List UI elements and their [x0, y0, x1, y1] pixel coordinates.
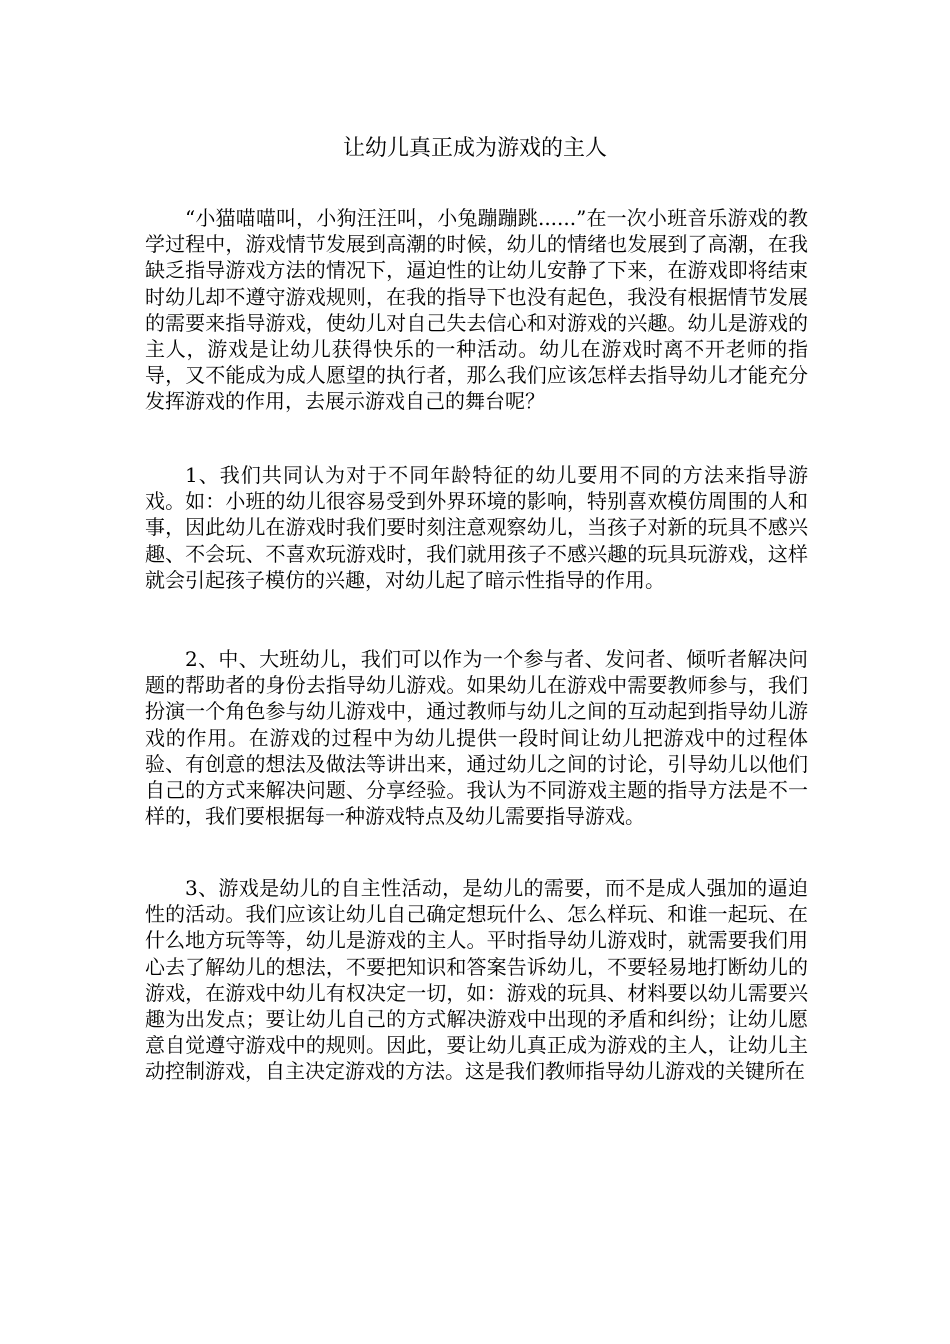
paragraph-point-1: 1、我们共同认为对于不同年龄特征的幼儿要用不同的方法来指导游戏。如：小班的幼儿很容易受到外界环境的影响，特别喜欢模仿周围的人和事，因此幼儿在游戏时我们要时刻注意观察幼儿，当孩子对新的玩具不感兴趣、不会玩、不喜欢玩游戏时，我们就用孩子不感兴趣的玩具玩游戏，这样就会引起孩子模仿的兴趣，对幼儿起了暗示性指导的作用。	[145, 463, 808, 592]
paragraph-point-3: 3、游戏是幼儿的自主性活动，是幼儿的需要，而不是成人强加的逼迫性的活动。我们应该让幼儿自己确定想玩什么、怎么样玩、和谁一起玩、在什么地方玩等等，幼儿是游戏的主人。平时指导幼儿游戏时，就需要我们用心去了解幼儿的想法，不要把知识和答案告诉幼儿，不要轻易地打断幼儿的游戏，在游戏中幼儿有权决定一切，如：游戏的玩具、材料要以幼儿需要兴趣为出发点；要让幼儿自己的方式解决游戏中出现的矛盾和纠纷；让幼儿愿意自觉遵守游戏中的规则。因此，要让幼儿真正成为游戏的主人，让幼儿主动控制游戏，自主决定游戏的方法。这是我们教师指导幼儿游戏的关键所在	[145, 876, 808, 1084]
document-title: 让幼儿真正成为游戏的主人	[342, 136, 607, 161]
paragraph-point-2: 2、中、大班幼儿，我们可以作为一个参与者、发问者、倾听者解决问题的帮助者的身份去指导幼儿游戏。如果幼儿在游戏中需要教师参与，我们扮演一个角色参与幼儿游戏中，通过教师与幼儿之间的互动起到指导幼儿游戏的作用。在游戏的过程中为幼儿提供一段时间让幼儿把游戏中的过程体验、有创意的想法及做法等讲出来，通过幼儿之间的讨论，引导幼儿以他们自己的方式来解决问题、分享经验。我认为不同游戏主题的指导方法是不一样的，我们要根据每一种游戏特点及幼儿需要指导游戏。	[145, 647, 808, 829]
paragraph-intro: “小猫喵喵叫，小狗汪汪叫，小兔蹦蹦跳......”在一次小班音乐游戏的教学过程中，游戏情节发展到高潮的时候，幼儿的情绪也发展到了高潮，在我缺乏指导游戏方法的情况下，逼迫性的让幼儿安静了下来，在游戏即将结束时幼儿却不遵守游戏规则，在我的指导下也没有起色，我没有根据情节发展的需要来指导游戏，使幼儿对自己失去信心和对游戏的兴趣。幼儿是游戏的主人，游戏是让幼儿获得快乐的一种活动。幼儿在游戏时离不开老师的指导，又不能成为成人愿望的执行者，那么我们应该怎样去指导幼儿才能充分发挥游戏的作用，去展示游戏自己的舞台呢？	[145, 206, 808, 414]
